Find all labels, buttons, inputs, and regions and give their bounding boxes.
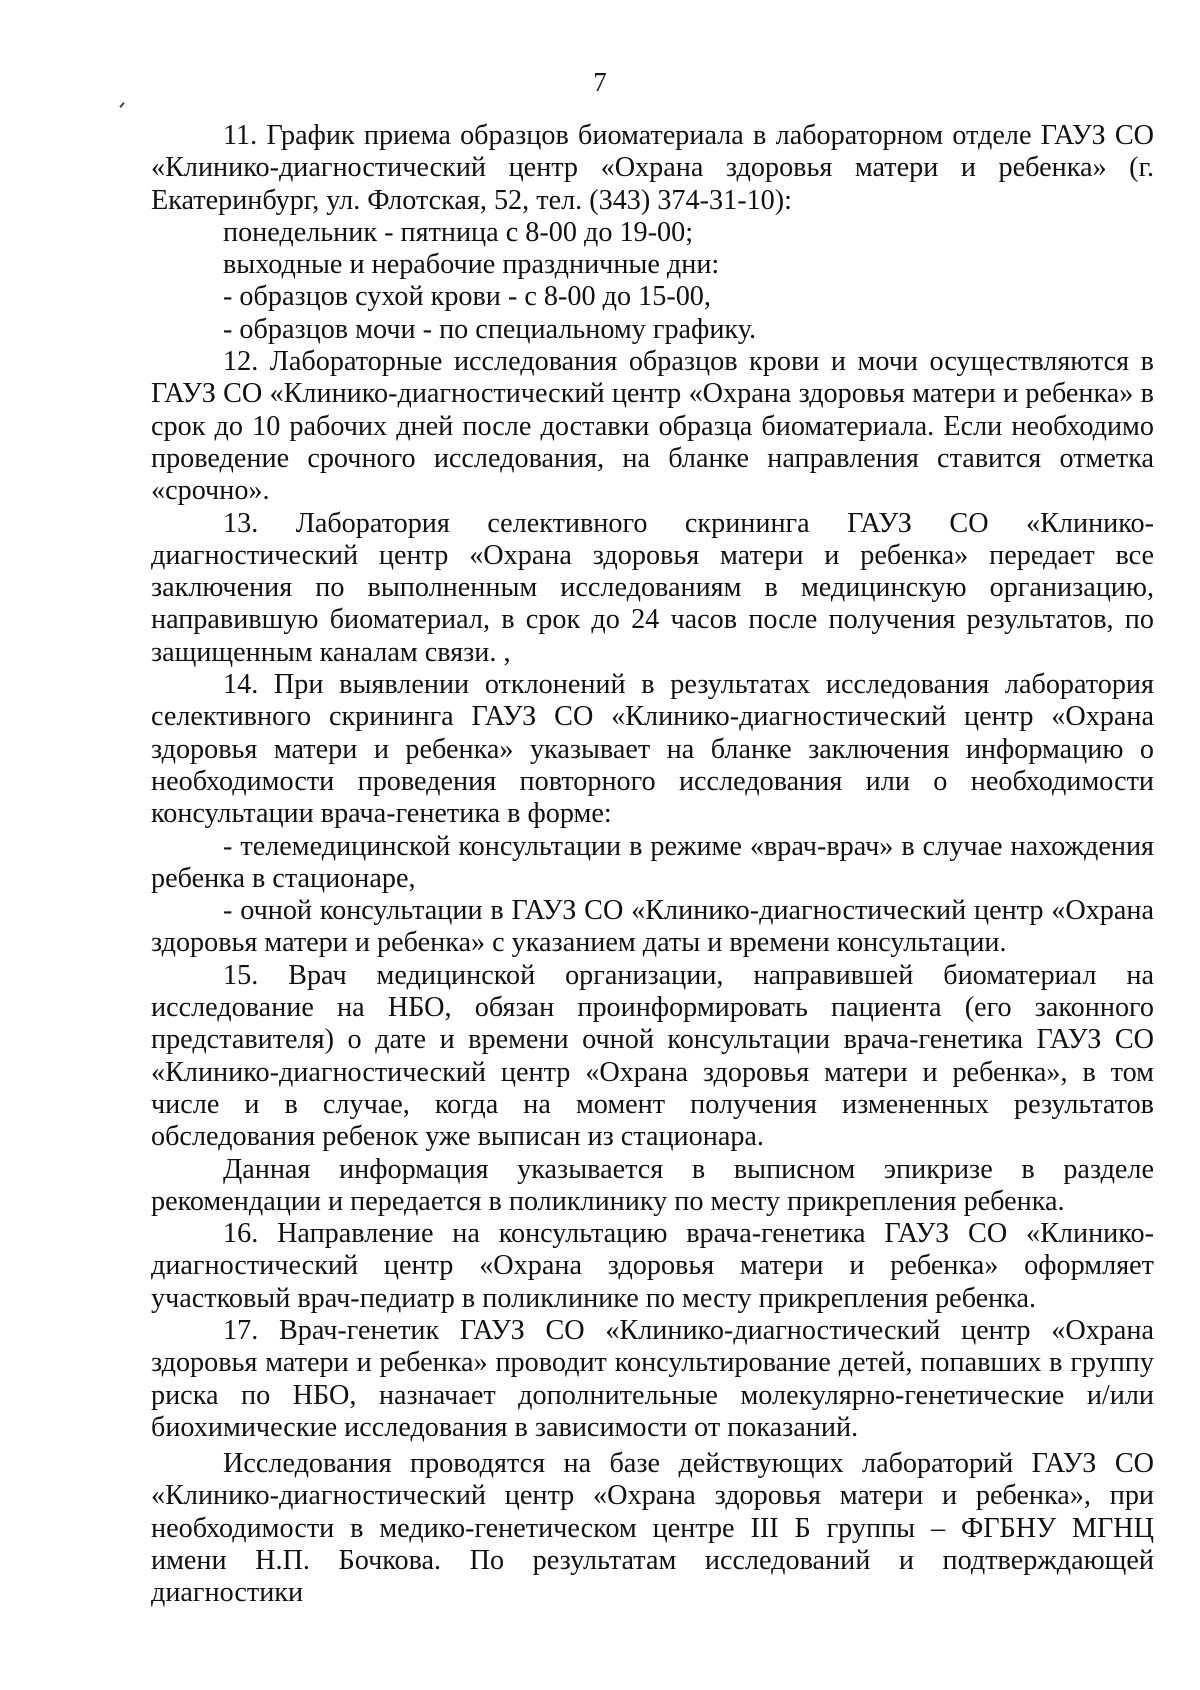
- page-number: 7: [593, 67, 607, 97]
- paragraph-15-info: Данная информация указывается в выписном эпикризе в разделе рекомендации и передается в поликлинику по месту прикрепления ребенка.: [151, 1153, 1154, 1217]
- paragraph-11-weekends: выходные и нерабочие праздничные дни:: [223, 249, 720, 281]
- paragraph-17: 17. Врач-генетик ГАУЗ СО «Клинико-диагностический центр «Охрана здоровья матери и ребенка» проводит консультирование детей, попавших в группу риска по НБО, назначает дополнительные молекулярно-генетические и/или биохимические исследования в зависимости от показаний.: [151, 1314, 1154, 1443]
- paragraph-14-telemedicine: - телемедицинской консультации в режиме «врач-врач» в случае нахождения ребенка в стационаре,: [151, 830, 1154, 894]
- paragraph-14-in-person: - очной консультации в ГАУЗ СО «Клинико-диагностический центр «Охрана здоровья матери и ребенка» с указанием даты и времени консультации.: [151, 895, 1154, 959]
- paragraph-11-weekdays: понедельник - пятница с 8-00 до 19-00;: [223, 216, 694, 248]
- paragraph-15: 15. Врач медицинской организации, направившей биоматериал на исследование на НБО, обязан проинформировать пациента (его законного представителя) о дате и времени очной консультации врача-генетика ГАУЗ СО «Клинико-диагностический центр «Охрана здоровья матери и ребенка», в том числе и в случае, когда на момент получения измененных результатов обследования ребенок уже выписан из стационара.: [151, 959, 1154, 1153]
- paragraph-12: 12. Лабораторные исследования образцов крови и мочи осуществляются в ГАУЗ СО «Клинико-диагностический центр «Охрана здоровья матери и ребенка» в срок до 10 рабочих дней после доставки образца биоматериала. Если необходимо проведение срочного исследования, на бланке направления ставится отметка «срочно».: [151, 346, 1154, 507]
- paragraph-16: 16. Направление на консультацию врача-генетика ГАУЗ СО «Клинико-диагностический центр «Охрана здоровья матери и ребенка» оформляет участковый врач-педиатр в поликлинике по месту прикрепления ребенка.: [151, 1218, 1154, 1314]
- paragraph-17-research: Исследования проводятся на базе действующих лабораторий ГАУЗ СО «Клинико-диагностический центр «Охрана здоровья матери и ребенка», при необходимости в медико-генетическом центре III Б группы – ФГБНУ МГНЦ имени Н.П. Бочкова. По результатам исследований и подтверждающей диагностики: [151, 1448, 1154, 1609]
- paragraph-11: 11. График приема образцов биоматериала в лабораторном отделе ГАУЗ СО «Клинико-диагностический центр «Охрана здоровья матери и ребенка» (г. Екатеринбург, ул. Флотская, 52, тел. (343) 374-31-10):: [151, 120, 1154, 216]
- paragraph-11-urine: - образцов мочи - по специальному графику.: [223, 313, 757, 345]
- paragraph-13: 13. Лаборатория селективного скрининга ГАУЗ СО «Клинико-диагностический центр «Охрана здоровья матери и ребенка» передает все заключения по выполненным исследованиям в медицинскую организацию, направившую биоматериал, в срок до 24 часов после получения результатов, по защищенным каналам связи. ,: [151, 507, 1154, 668]
- paragraph-14: 14. При выявлении отклонений в результатах исследования лаборатория селективного скрининга ГАУЗ СО «Клинико-диагностический центр «Охрана здоровья матери и ребенка» указывает на бланке заключения информацию о необходимости проведения повторного исследования или о необходимости консультации врача-генетика в форме:: [151, 669, 1154, 830]
- paragraph-11-dry-blood: - образцов сухой крови - с 8-00 до 15-00,: [223, 281, 711, 313]
- scan-artifact-mark: [119, 102, 124, 108]
- document-body: [151, 120, 1154, 1610]
